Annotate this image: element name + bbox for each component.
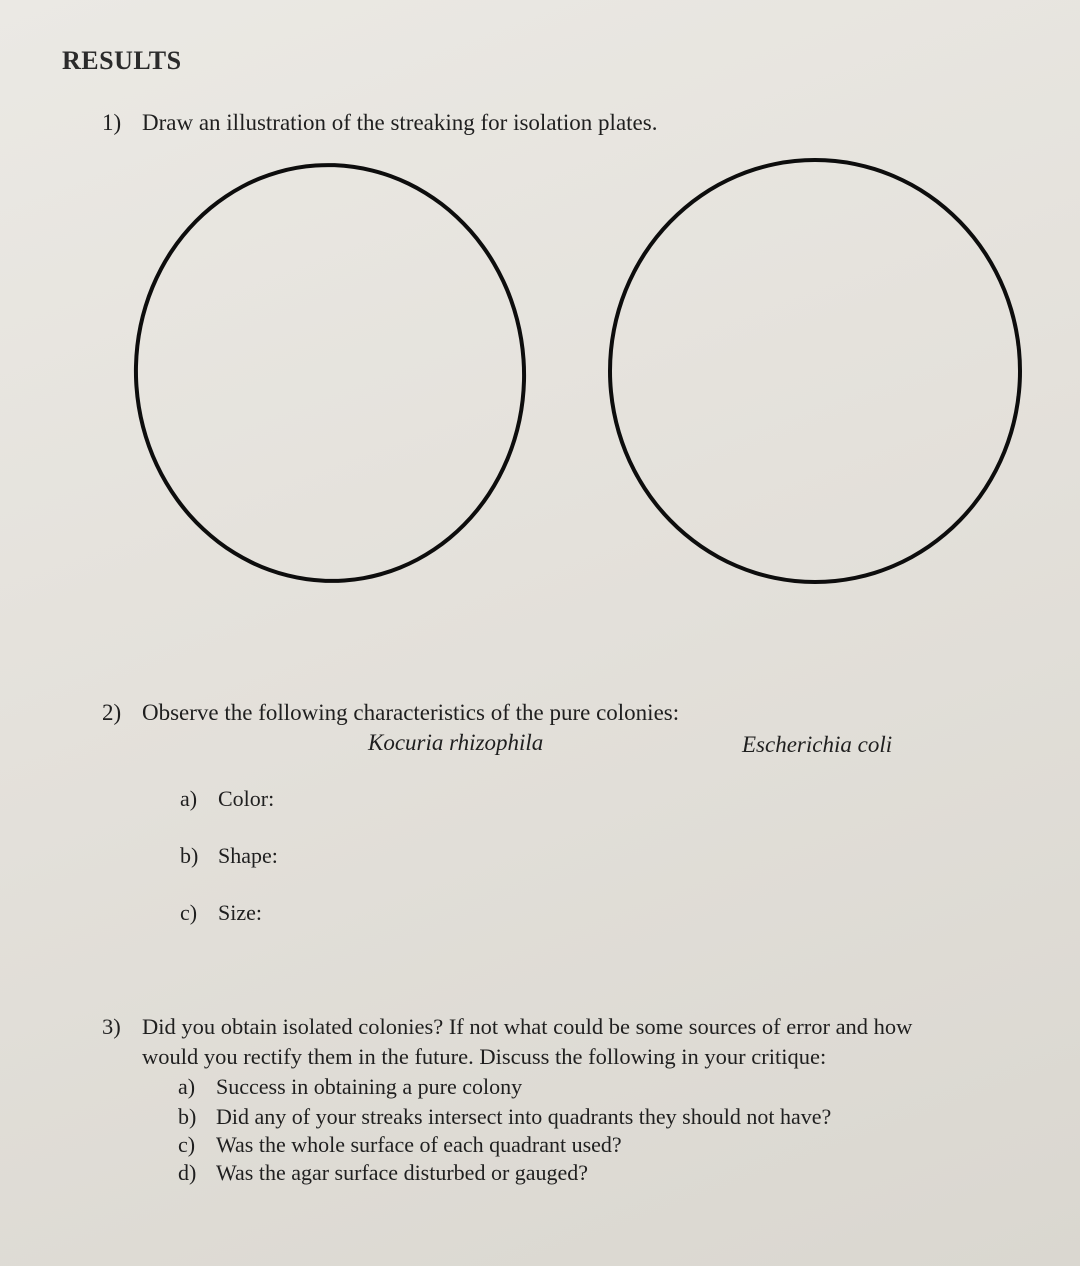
plate-circle-right	[608, 158, 1022, 584]
critique-text: Success in obtaining a pure colony	[216, 1074, 523, 1099]
question-3-number: 3)	[102, 1014, 121, 1039]
question-1-number: 1)	[102, 110, 122, 135]
characteristic-letter: a)	[180, 786, 198, 811]
question-2-number: 2)	[102, 700, 122, 725]
question-3-text-1: Did you obtain isolated colonies? If not what could be some sources of error and how	[142, 1014, 913, 1039]
critique-letter: c)	[178, 1132, 196, 1157]
characteristic-label: Color:	[218, 786, 275, 811]
question-2	[102, 700, 679, 726]
question-1-text: Draw an illustration of the streaking for isolation plates.	[142, 110, 658, 135]
characteristic-shape	[180, 843, 278, 869]
characteristic-letter: c)	[180, 900, 198, 925]
section-heading: RESULTS	[62, 46, 182, 75]
characteristic-color	[180, 786, 274, 812]
critique-text: Was the agar surface disturbed or gauged?	[216, 1160, 589, 1185]
question-1	[102, 110, 657, 136]
plate-circle-left	[120, 150, 540, 596]
critique-item-b	[178, 1104, 831, 1130]
critique-item-a	[178, 1074, 522, 1100]
characteristic-label: Size:	[218, 900, 262, 925]
question-3-line-1	[102, 1014, 912, 1040]
question-2-text: Observe the following characteristics of the pure colonies:	[142, 700, 680, 725]
critique-text: Was the whole surface of each quadrant used?	[216, 1132, 622, 1157]
critique-letter: b)	[178, 1104, 197, 1129]
characteristic-letter: b)	[180, 843, 199, 868]
critique-letter: d)	[178, 1160, 197, 1185]
critique-item-d	[178, 1160, 588, 1186]
question-3-line-2: would you rectify them in the future. Discuss the following in your critique:	[142, 1044, 827, 1069]
characteristic-size	[180, 900, 262, 926]
critique-letter: a)	[178, 1074, 196, 1099]
critique-item-c	[178, 1132, 622, 1158]
characteristic-label: Shape:	[218, 843, 278, 868]
organism-kocuria: Kocuria rhizophila	[368, 730, 544, 755]
organism-ecoli: Escherichia coli	[742, 732, 893, 757]
critique-text: Did any of your streaks intersect into quadrants they should not have?	[216, 1104, 832, 1129]
